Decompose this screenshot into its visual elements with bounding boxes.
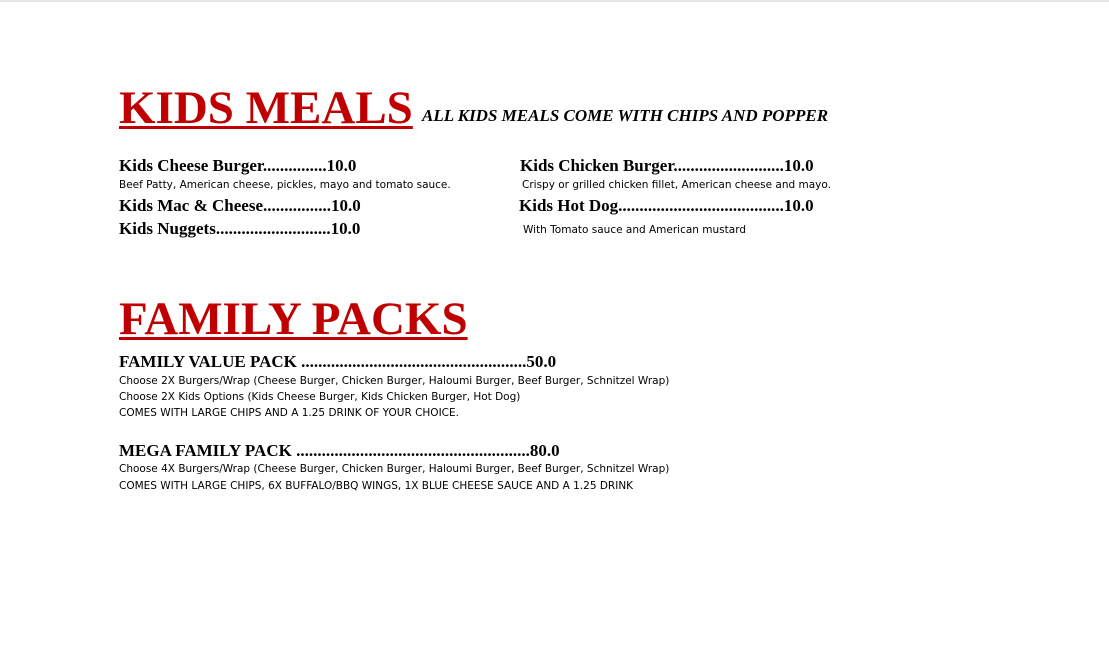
family-packs-heading: FAMILY PACKS bbox=[119, 293, 468, 345]
family-value-pack-line-2: Choose 2X Kids Options (Kids Cheese Burger, Kids Chicken Burger, Hot Dog) bbox=[119, 391, 521, 403]
mega-family-pack-note: COMES WITH LARGE CHIPS, 6X BUFFALO/BBQ WINGS, 1X BLUE CHEESE SAUCE AND A 1.25 DRINK bbox=[119, 480, 634, 492]
kids-mac-cheese-name: Kids Mac & Cheese................10.0 bbox=[119, 196, 361, 215]
kids-hot-dog-desc: With Tomato sauce and American mustard bbox=[523, 224, 747, 236]
kids-chicken-burger-desc: Crispy or grilled chicken fillet, American cheese and mayo. bbox=[522, 179, 831, 191]
kids-cheese-burger-desc: Beef Patty, American cheese, pickles, mayo and tomato sauce. bbox=[119, 179, 451, 191]
kids-nuggets-name: Kids Nuggets...........................10.0 bbox=[119, 219, 361, 238]
top-divider bbox=[0, 0, 1109, 2]
kids-meals-subtitle: ALL KIDS MEALS COME WITH CHIPS AND POPPER bbox=[422, 106, 829, 125]
kids-cheese-burger-name: Kids Cheese Burger...............10.0 bbox=[119, 156, 357, 175]
kids-chicken-burger-name: Kids Chicken Burger..........................10.0 bbox=[520, 156, 814, 175]
mega-family-pack-name: MEGA FAMILY PACK .......................................................80.0 bbox=[119, 441, 560, 460]
family-value-pack-line-1: Choose 2X Burgers/Wrap (Cheese Burger, Chicken Burger, Haloumi Burger, Beef Burger, Schnitzel Wrap) bbox=[119, 375, 670, 387]
family-value-pack-name: FAMILY VALUE PACK .....................................................50.0 bbox=[119, 352, 557, 371]
family-value-pack-note: COMES WITH LARGE CHIPS AND A 1.25 DRINK OF YOUR CHOICE. bbox=[119, 407, 459, 419]
kids-hot-dog-name: Kids Hot Dog.......................................10.0 bbox=[519, 196, 814, 215]
mega-family-pack-line-1: Choose 4X Burgers/Wrap (Cheese Burger, Chicken Burger, Haloumi Burger, Beef Burger, Schnitzel Wrap) bbox=[119, 463, 670, 475]
kids-meals-heading: KIDS MEALS bbox=[119, 82, 413, 134]
